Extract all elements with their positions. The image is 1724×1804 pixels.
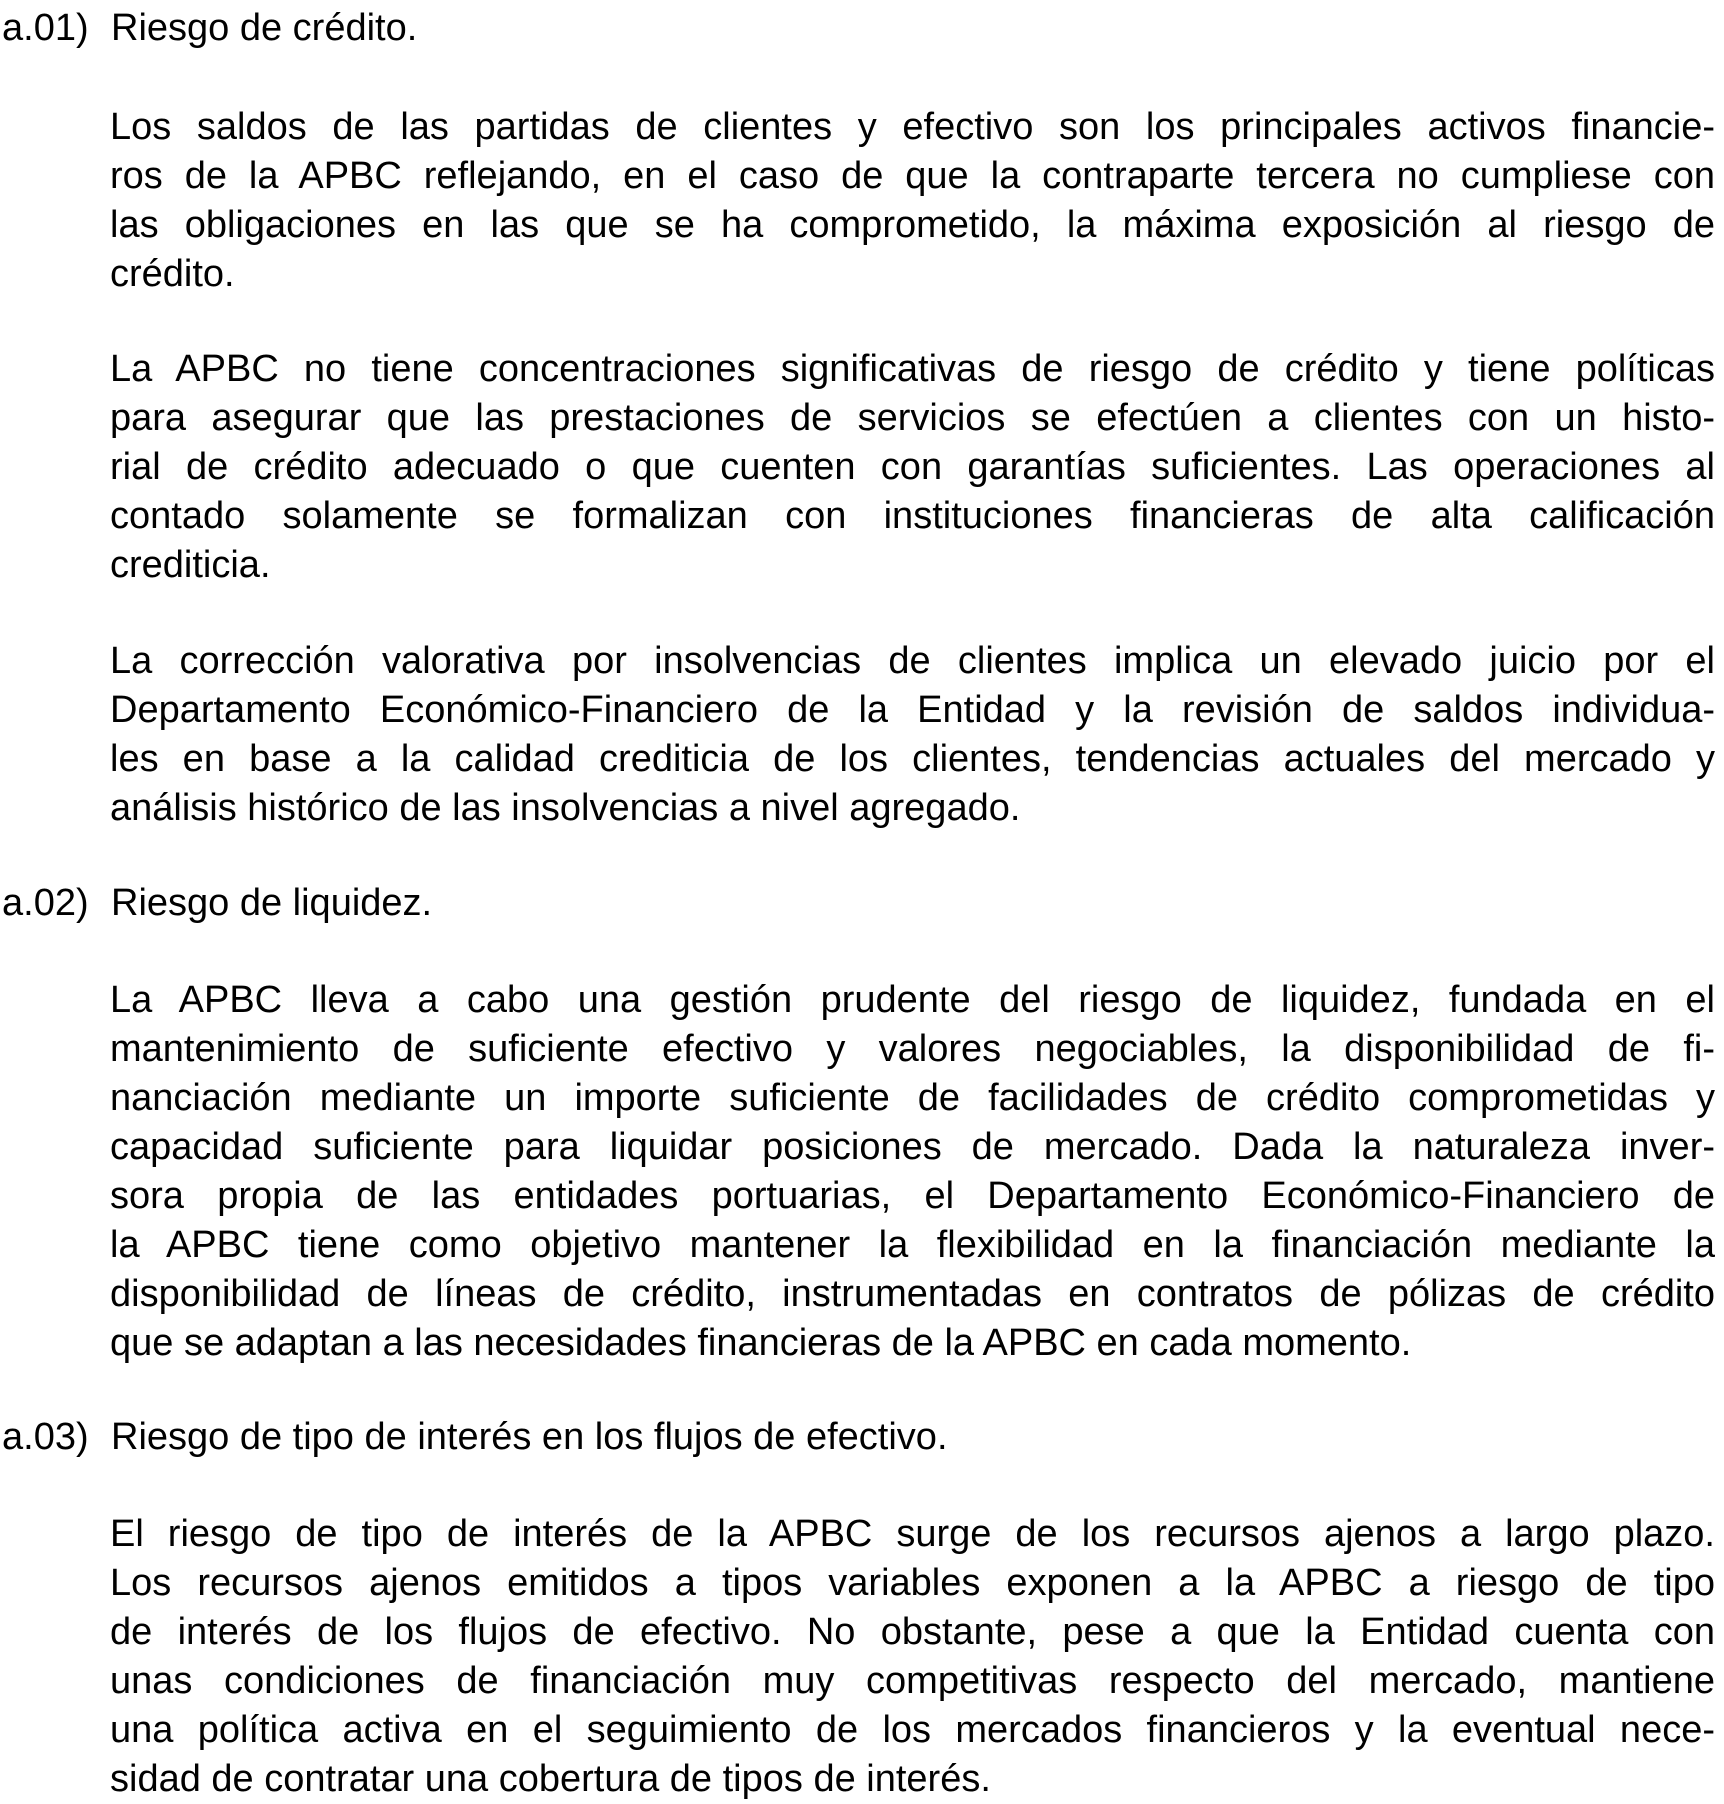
section-number: a.01)	[2, 7, 89, 49]
paragraph-line: nanciación mediante un importe suficiente de facilidades de crédito comprometidas y	[110, 1077, 1715, 1119]
paragraph-line: contado solamente se formalizan con instituciones financieras de alta calificación	[110, 495, 1715, 537]
paragraph-line: Los saldos de las partidas de clientes y efectivo son los principales activos financie-	[110, 106, 1715, 148]
section-title: Riesgo de tipo de interés en los flujos de efectivo.	[111, 1416, 948, 1458]
paragraph-line: La APBC lleva a cabo una gestión prudente del riesgo de liquidez, fundada en el	[110, 979, 1715, 1021]
paragraph-line: crédito.	[110, 253, 235, 295]
paragraph	[110, 345, 1715, 590]
paragraph-line: crediticia.	[110, 544, 271, 586]
paragraph-line: análisis histórico de las insolvencias a nivel agregado.	[110, 787, 1021, 829]
paragraph-line: sora propia de las entidades portuarias, el Departamento Económico-Financiero de	[110, 1175, 1715, 1217]
section-heading-a03	[2, 1413, 948, 1461]
paragraph-line: capacidad suficiente para liquidar posiciones de mercado. Dada la naturaleza inver-	[110, 1126, 1715, 1168]
paragraph-line: mantenimiento de suficiente efectivo y valores negociables, la disponibilidad de fi-	[110, 1028, 1715, 1070]
paragraph-line: disponibilidad de líneas de crédito, instrumentadas en contratos de pólizas de crédito	[110, 1273, 1715, 1315]
paragraph-line: para asegurar que las prestaciones de servicios se efectúen a clientes con un histo-	[110, 397, 1715, 439]
paragraph-line: rial de crédito adecuado o que cuenten con garantías suficientes. Las operaciones al	[110, 446, 1715, 488]
paragraph	[110, 1510, 1715, 1804]
paragraph	[110, 976, 1715, 1368]
paragraph-line: El riesgo de tipo de interés de la APBC surge de los recursos ajenos a largo plazo.	[110, 1513, 1715, 1555]
paragraph-line: les en base a la calidad crediticia de los clientes, tendencias actuales del mercado y	[110, 738, 1715, 780]
paragraph-line: Los recursos ajenos emitidos a tipos variables exponen a la APBC a riesgo de tipo	[110, 1562, 1715, 1604]
section-number: a.02)	[2, 882, 89, 924]
paragraph	[110, 103, 1715, 299]
section-heading-a02	[2, 879, 432, 927]
section-title: Riesgo de crédito.	[111, 7, 418, 49]
paragraph-line: de interés de los flujos de efectivo. No obstante, pese a que la Entidad cuenta con	[110, 1611, 1715, 1653]
paragraph-line: ros de la APBC reflejando, en el caso de que la contraparte tercera no cumpliese con	[110, 155, 1715, 197]
paragraph-line: La corrección valorativa por insolvencias de clientes implica un elevado juicio por el	[110, 640, 1715, 682]
section-title: Riesgo de liquidez.	[111, 882, 433, 924]
section-heading-a01	[2, 4, 417, 52]
paragraph-line: la APBC tiene como objetivo mantener la flexibilidad en la financiación mediante la	[110, 1224, 1715, 1266]
paragraph-line: las obligaciones en las que se ha comprometido, la máxima exposición al riesgo de	[110, 204, 1715, 246]
paragraph-line: Departamento Económico-Financiero de la Entidad y la revisión de saldos individua-	[110, 689, 1715, 731]
section-number: a.03)	[2, 1416, 89, 1458]
paragraph-line: La APBC no tiene concentraciones significativas de riesgo de crédito y tiene políticas	[110, 348, 1715, 390]
paragraph-line: que se adaptan a las necesidades financieras de la APBC en cada momento.	[110, 1322, 1412, 1364]
paragraph-line: una política activa en el seguimiento de los mercados financieros y la eventual nece-	[110, 1709, 1715, 1751]
paragraph	[110, 637, 1715, 833]
paragraph-line: sidad de contratar una cobertura de tipos de interés.	[110, 1758, 991, 1800]
paragraph-line: unas condiciones de financiación muy competitivas respecto del mercado, mantiene	[110, 1660, 1715, 1702]
